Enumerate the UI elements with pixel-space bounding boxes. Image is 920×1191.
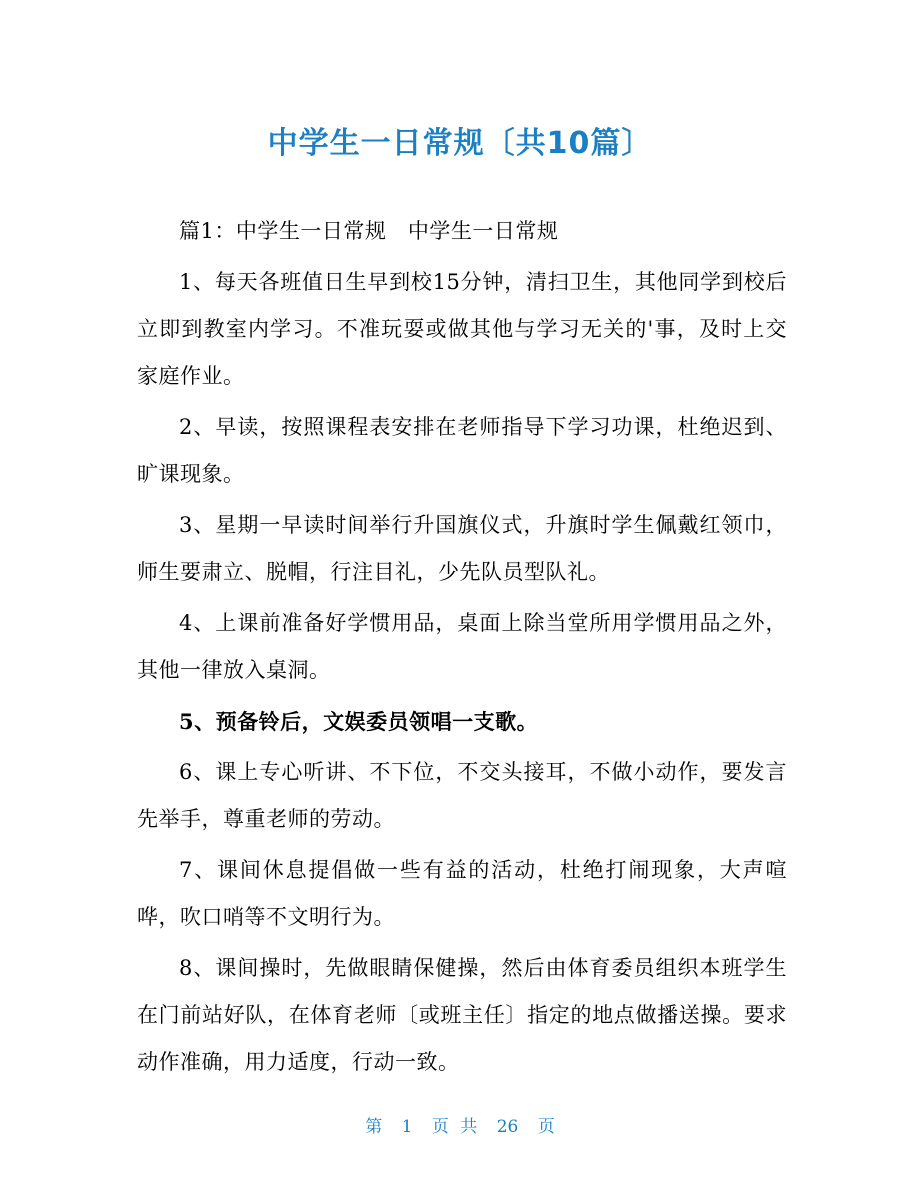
paragraph-rule-7: 7、课间休息提倡做一些有益的活动，杜绝打闹现象，大声喧哗，吹口哨等不文明行为。 <box>137 858 787 929</box>
document-body <box>137 208 787 1090</box>
page-footer <box>0 1112 920 1137</box>
paragraph-rule-2: 2、早读，按照课程表安排在老师指导下学习功课，杜绝迟到、旷课现象。 <box>137 415 787 486</box>
paragraph-rule-6: 6、课上专心听讲、不下位，不交头接耳，不做小动作，要发言先举手，尊重老师的劳动。 <box>137 760 787 831</box>
paragraph-rule-3: 3、星期一早读时间举行升国旗仪式，升旗时学生佩戴红领巾，师生要肃立、脱帽，行注目礼，少先队员型队礼。 <box>137 513 787 584</box>
paragraph-rule-4: 4、上课前准备好学惯用品，桌面上除当堂所用学惯用品之外，其他一律放入桌洞。 <box>137 611 787 682</box>
paragraph-heading: 篇1：中学生一日常规 中学生一日常规 <box>179 219 559 243</box>
paragraph-rule-8: 8、课间操时，先做眼睛保健操，然后由体育委员组织本班学生在门前站好队，在体育老师〔或班主任〕指定的地点做播送操。要求动作准确，用力适度，行动一致。 <box>137 956 787 1074</box>
paragraph-rule-5: 5、预备铃后，文娱委员领唱一支歌。 <box>179 709 539 734</box>
footer-label-suffix: 页 <box>537 1117 555 1137</box>
footer-current-page: 1 <box>401 1117 413 1137</box>
paragraph-rule-1: 1、每天各班值日生早到校15分钟，清扫卫生，其他同学到校后立即到教室内学习。不准玩耍或做其他与学习无关的'事，及时上交家庭作业。 <box>137 270 787 388</box>
footer-label-prefix: 第 <box>365 1117 383 1137</box>
footer-label-mid: 页 共 <box>431 1117 478 1137</box>
footer-total-pages: 26 <box>496 1117 519 1137</box>
document-title: 中学生一日常规〔共10篇〕 <box>267 126 653 161</box>
